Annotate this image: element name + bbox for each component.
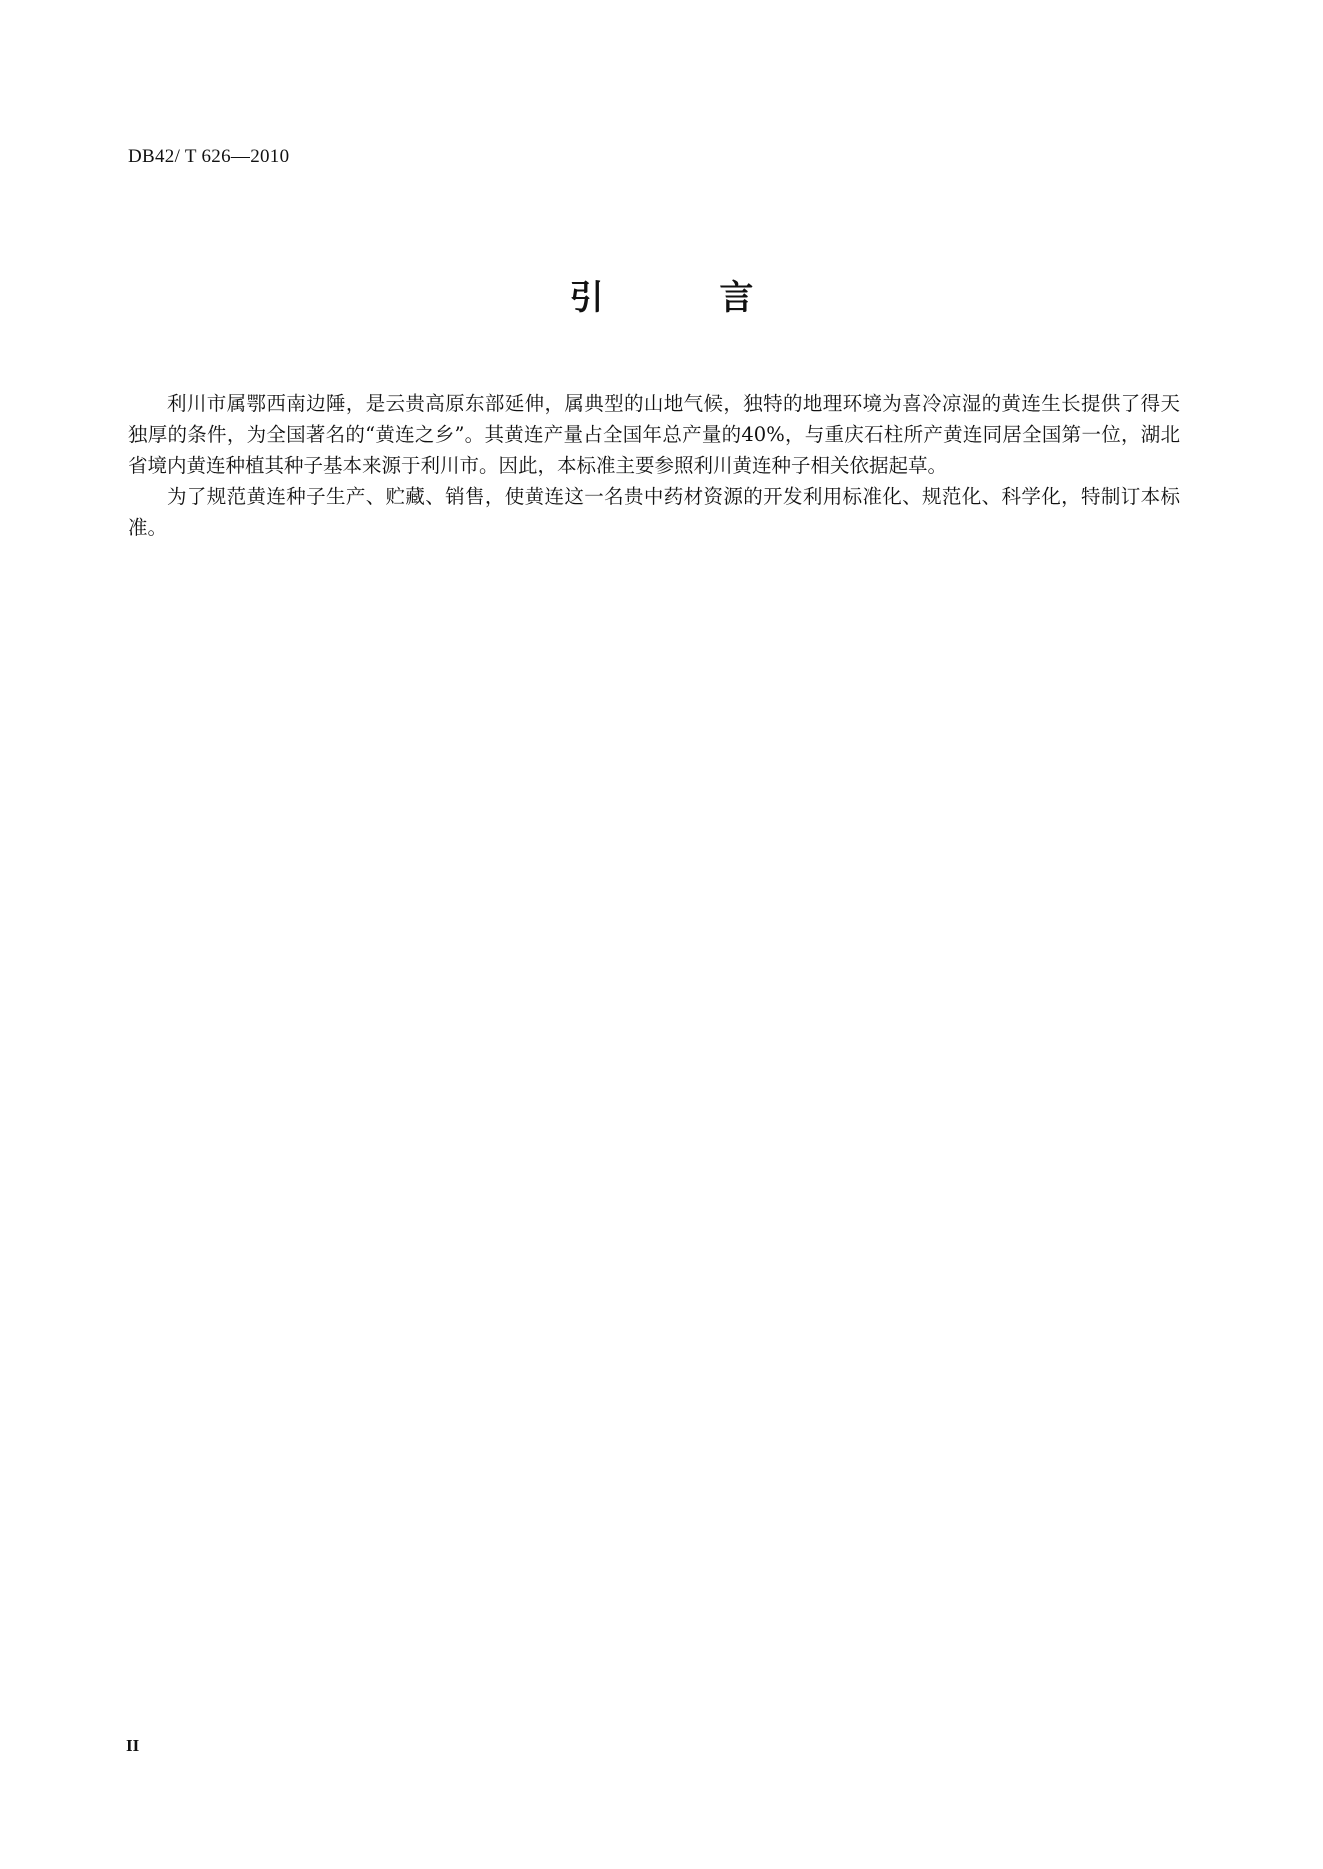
body-text (128, 388, 1180, 543)
paragraph: 为了规范黄连种子生产、贮藏、销售，使黄连这一名贵中药材资源的开发利用标准化、规范化、科学化，特制订本标准。 (128, 485, 1180, 539)
section-title: 引 言 (569, 278, 806, 318)
paragraph: 利川市属鄂西南边陲，是云贵高原东部延伸，属典型的山地气候，独特的地理环境为喜冷凉湿的黄连生长提供了得天独厚的条件，为全国著名的“黄连之乡”。其黄连产量占全国年总产量的40%，与重庆石柱所产黄连同居全国第一位，湖北省境内黄连种植其种子基本来源于利川市。因此，本标准主要参照利川黄连种子相关依据起草。 (128, 392, 1180, 477)
page-number: II (126, 1736, 140, 1755)
document-code: DB42/ T 626—2010 (128, 146, 290, 167)
